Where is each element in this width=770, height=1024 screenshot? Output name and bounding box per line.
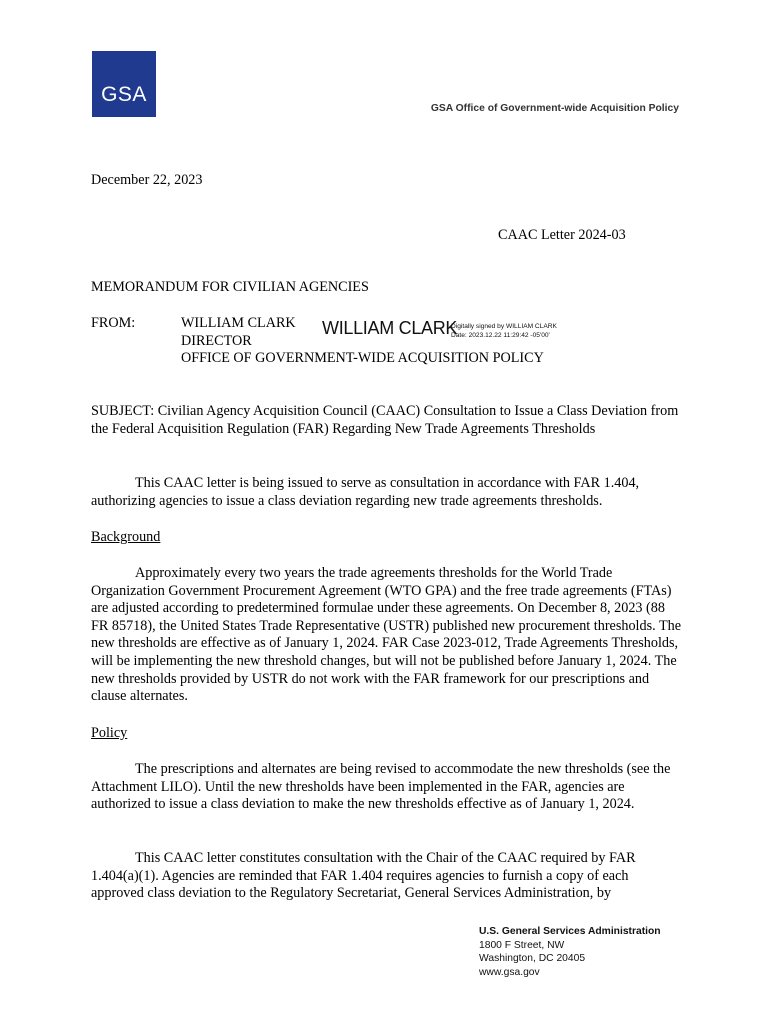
from-label: FROM: [91,315,136,331]
footer-website: www.gsa.gov [479,966,540,978]
letter-number: CAAC Letter 2024-03 [498,227,626,243]
policy-heading: Policy [91,725,128,741]
subject-line: SUBJECT: Civilian Agency Acquisition Council (CAAC) Consultation to Issue a Class Deviation from the Federal Acquisition Regulation (FAR) Regarding New Trade Agreements Thresholds [91,403,679,437]
memo-date: December 22, 2023 [91,172,203,188]
footer-org: U.S. General Services Administration [479,926,661,937]
background-paragraph: Approximately every two years the trade agreements thresholds for the World Trade Organization Government Procurement Agreement (WTO GPA) and the free trade agreements (FTAs) are adjusted according to predetermined formulae under these agreements. On December 8, 2023 (88 FR 85718), the United States Trade Representative (USTR) published new procurement thresholds. The new thresholds are effective as of January 1, 2024. FAR Case 2023-012, Trade Agreements Thresholds, will be implementing the new threshold changes, but will not be published before January 1, 2024. The new thresholds provided by USTR do not work with the FAR framework for our prescriptions and clause alternates. [91,565,681,705]
from-name: WILLIAM CLARK [181,315,296,331]
policy-paragraph-1: The prescriptions and alternates are being revised to accommodate the new thresholds (see the Attachment LILO). Until the new thresholds have been implemented in the FAR, agencies are authorized to issue a class deviation to make the new thresholds effective as of January 1, 2024. [91,761,671,813]
digital-signature-info [451,322,557,340]
gsa-logo [92,51,156,117]
office-header: GSA Office of Government-wide Acquisition Policy [430,103,679,114]
memo-recipient: MEMORANDUM FOR CIVILIAN AGENCIES [91,279,369,295]
footer-address [479,925,661,979]
footer-street: 1800 F Street, NW [479,939,565,951]
footer-city: Washington, DC 20405 [479,953,586,965]
digital-signature-line1: Digitally signed by WILLIAM CLARK [451,323,557,330]
background-heading: Background [91,529,161,545]
from-title: DIRECTOR [181,332,252,349]
digital-signature-line2: Date: 2023.12.22 11:29:42 -05'00' [451,332,550,339]
from-office: OFFICE OF GOVERNMENT-WIDE ACQUISITION POLICY [181,350,544,367]
intro-paragraph: This CAAC letter is being issued to serve as consultation in accordance with FAR 1.404, authorizing agencies to issue a class deviation regarding new trade agreements thresholds. [91,475,640,509]
policy-paragraph-2: This CAAC letter constitutes consultation with the Chair of the CAAC required by FAR 1.404(a)(1). Agencies are reminded that FAR 1.404 requires agencies to furnish a copy of each approved class deviation to the Regulatory Secretariat, General Services Administration, by [91,850,636,902]
gsa-logo-text: GSA [101,83,147,106]
digital-signature-name: WILLIAM CLARK [322,318,458,338]
